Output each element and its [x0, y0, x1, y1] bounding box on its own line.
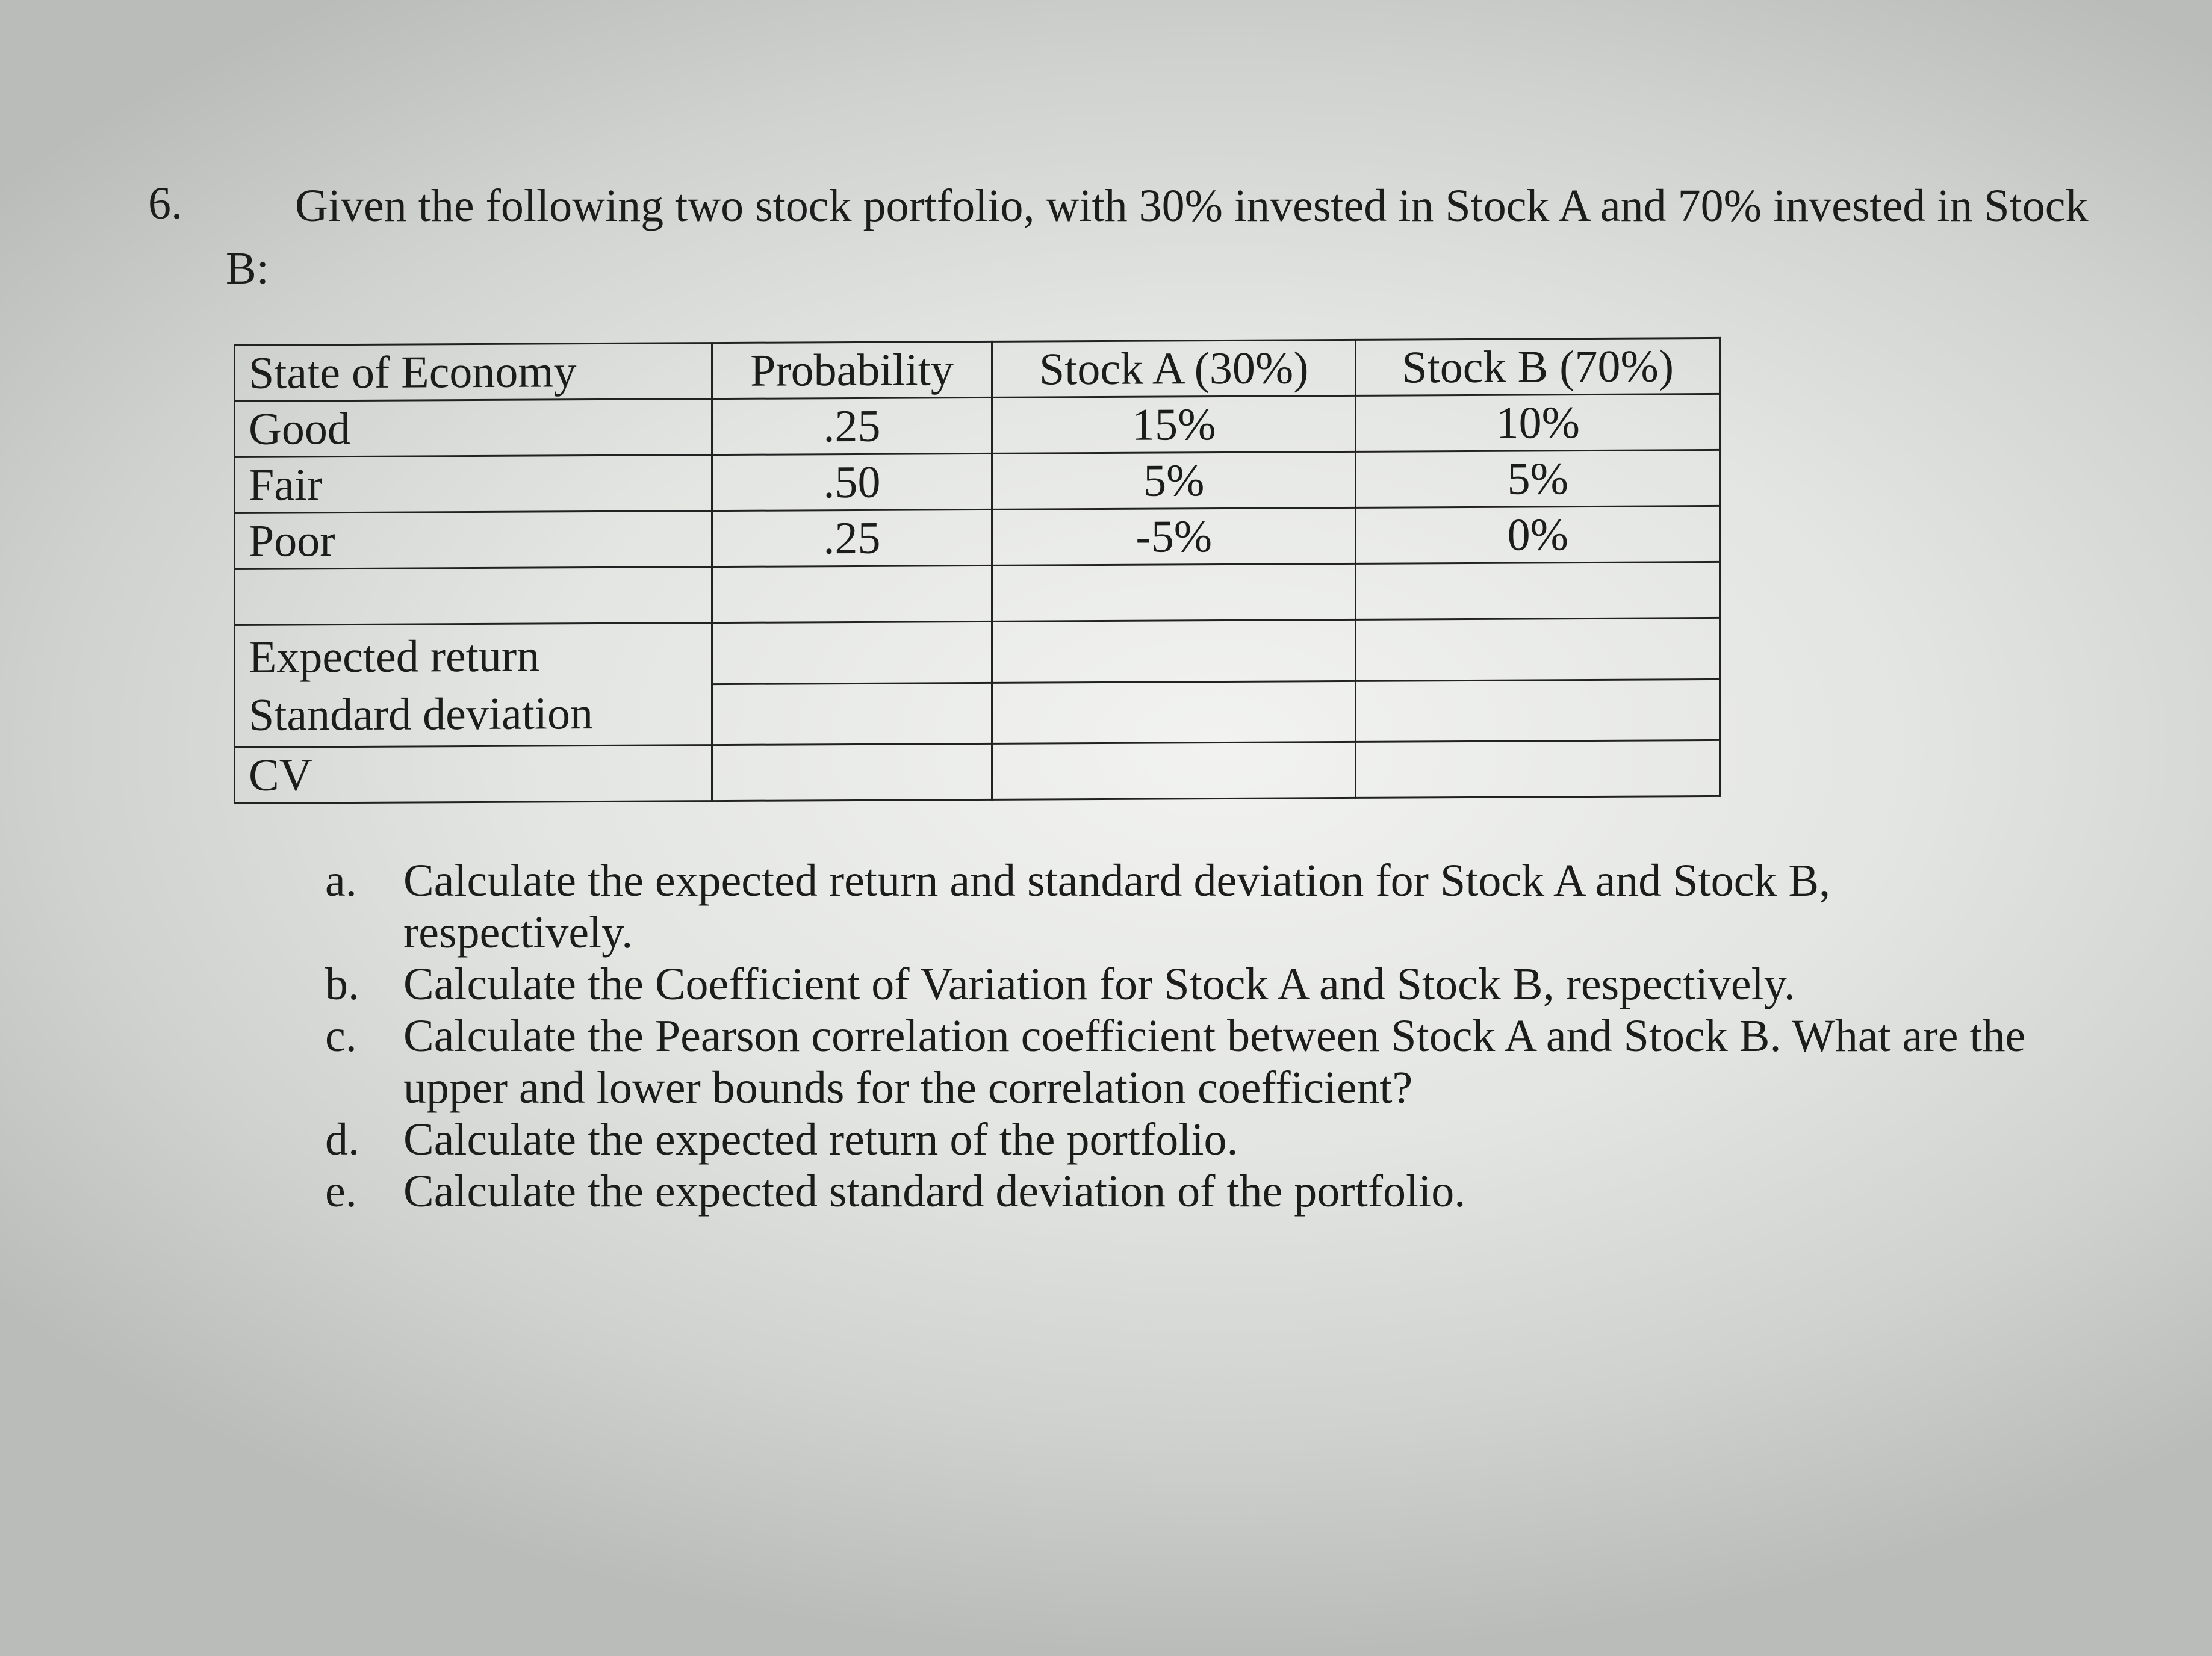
cell-probability: .25 [712, 397, 992, 454]
subquestion-list [325, 855, 2071, 1217]
list-marker: a. [325, 855, 357, 906]
answer-cell-stock-a [992, 681, 1356, 743]
question-number: 6. [148, 178, 182, 229]
cell-stock-a: 5% [992, 451, 1356, 509]
list-item [325, 1010, 2071, 1114]
label-standard-deviation: Standard deviation [249, 688, 593, 740]
table-summary-row [235, 740, 1720, 803]
cell-probability: .50 [712, 453, 992, 510]
cell-state: Poor [235, 511, 712, 569]
cell-stock-b: 10% [1356, 394, 1720, 451]
answer-cell-stock-b [1356, 679, 1720, 742]
table-row [235, 506, 1720, 569]
cell-stock-b: 5% [1356, 450, 1720, 507]
empty-cell [1356, 562, 1720, 619]
cell-probability: .25 [712, 509, 992, 566]
subquestion-text: Calculate the expected return and standard deviation for Stock A and Stock B, respectively. [403, 855, 1831, 958]
header-stock-a: Stock A (30%) [992, 340, 1356, 397]
list-marker: e. [325, 1166, 357, 1217]
subquestion-text: Calculate the Coefficient of Variation for Stock A and Stock B, respectively. [403, 959, 1795, 1009]
question-text: Given the following two stock portfolio, with 30% invested in Stock A and 70% invested in Stock B: [226, 181, 2089, 294]
cell-state: Fair [235, 455, 712, 513]
empty-cell [235, 567, 712, 625]
subquestion-text: Calculate the expected return of the portfolio. [403, 1114, 1238, 1165]
list-item [325, 1165, 2071, 1217]
empty-cell [712, 743, 992, 801]
list-item [325, 958, 2071, 1010]
empty-cell [712, 683, 992, 745]
table-row [235, 450, 1720, 513]
empty-cell [992, 563, 1356, 621]
label-expected-return: Expected return [249, 630, 540, 683]
answer-cell-stock-b [1356, 740, 1720, 798]
table-header-row [235, 338, 1720, 401]
table-row [235, 394, 1720, 457]
header-probability: Probability [712, 341, 992, 398]
subquestion-text: Calculate the expected standard deviation of the portfolio. [403, 1166, 1466, 1217]
returns-table [234, 337, 1721, 804]
list-marker: d. [325, 1114, 359, 1165]
answer-cell-stock-a [992, 619, 1356, 682]
list-marker: c. [325, 1011, 357, 1061]
list-item [325, 855, 2071, 958]
table-summary-row [235, 618, 1720, 686]
table-empty-row [235, 562, 1720, 625]
cell-stock-a: -5% [992, 507, 1356, 565]
list-marker: b. [325, 959, 359, 1009]
answer-cell-stock-a [992, 742, 1356, 799]
cell-state: Good [235, 399, 712, 457]
empty-cell [712, 621, 992, 684]
answer-cell-stock-b [1356, 618, 1720, 680]
cell-stock-a: 15% [992, 395, 1356, 453]
list-item [325, 1114, 2071, 1165]
label-cv: CV [235, 745, 712, 804]
subquestion-text: Calculate the Pearson correlation coefficient between Stock A and Stock B. What are the upper and lower bounds for the correlation coefficient? [403, 1011, 2026, 1113]
cell-stock-b: 0% [1356, 506, 1720, 563]
empty-cell [712, 565, 992, 622]
header-state: State of Economy [235, 343, 712, 402]
summary-labels-cell [235, 623, 712, 748]
header-stock-b: Stock B (70%) [1356, 338, 1720, 395]
